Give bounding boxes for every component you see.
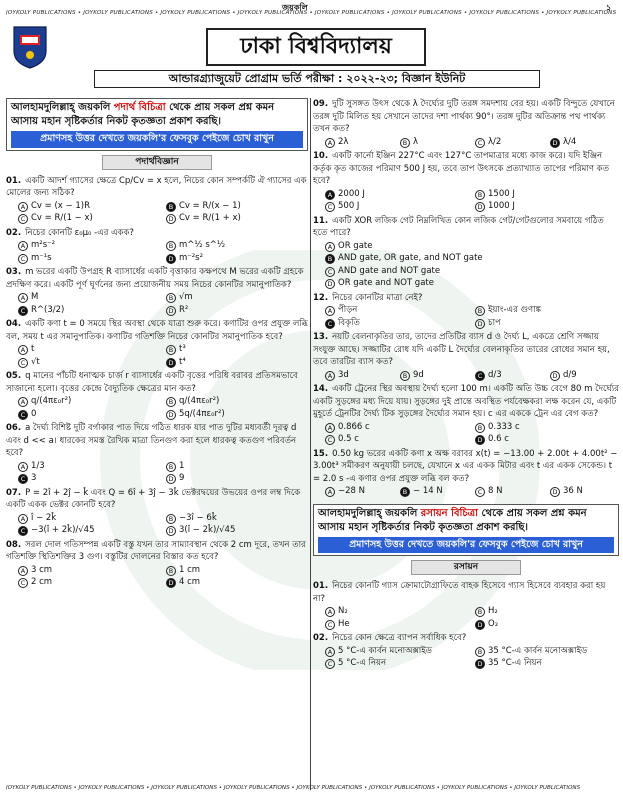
answer-option	[18, 512, 160, 525]
question-item	[6, 370, 308, 420]
answer-option	[475, 317, 619, 330]
promo-subject: পদার্থ বিচিত্রা	[113, 102, 166, 113]
question-item	[313, 98, 619, 148]
answer-option	[550, 485, 619, 498]
option-bubble: C	[18, 578, 28, 588]
option-text: 3(î − 2k̂)/√45	[179, 525, 236, 535]
answer-option	[18, 212, 160, 225]
option-text: 0	[31, 408, 37, 419]
answer-option	[18, 395, 160, 408]
answer-option	[550, 136, 619, 149]
filled-bubble-icon: D	[550, 138, 560, 148]
option-bubble: C	[475, 138, 485, 148]
option-bubble: B	[166, 462, 176, 472]
option-bubble: D	[550, 487, 560, 497]
option-text: d/3	[488, 369, 502, 380]
option-text: q/(4πε₀r²)	[179, 396, 220, 406]
answer-option	[325, 317, 469, 330]
question-text: একটি আদর্শ গ্যাসের ক্ষেত্রে Cp/Cv = x হলে, নিচের কোন সম্পর্কটি ঐ গ্যাসের এক মোলের জন্য সঠিক?	[6, 175, 307, 198]
option-text: 1/3	[31, 460, 45, 471]
answer-options	[6, 460, 308, 485]
question-item	[313, 215, 619, 290]
question-list-right	[313, 98, 619, 498]
question-text: দুটি সুসঙ্গত উৎস থেকে λ দৈর্ঘ্যের দুটি তরঙ্গ সমদশায় বের হয়। একটি বিন্দুতে যেখানে তরঙ্গ দুটি মিলিত হয় সেখানে তাদের দশা পার্থক্য 90°। তরঙ্গ দুটির অতিক্রান্ত পথ পার্থক্য তখন কত?	[313, 99, 615, 134]
filled-bubble-icon: D	[475, 659, 485, 669]
answer-option	[475, 304, 619, 317]
answer-options	[6, 395, 308, 420]
option-text: 3 cm	[31, 564, 53, 575]
answer-option	[166, 356, 308, 369]
answer-option	[475, 485, 544, 498]
answer-option	[166, 460, 308, 473]
option-text: 1000 J	[488, 201, 515, 211]
publisher-strip: JOYKOLY PUBLICATIONS • JOYKOLY PUBLICATIONS • JOYKOLY PUBLICATIONS • JOYKOLY PUBLICATIONS • JOYKOLY PUBLICATIONS • JOYKOLY PUBLICATIONS • JOYKOLY PUBLICATIONS • JOYKOLY PUBLICATIONS	[6, 10, 617, 16]
answer-options	[313, 188, 619, 213]
right-column	[313, 98, 619, 672]
answer-options	[6, 200, 308, 225]
option-text: 4 cm	[179, 577, 201, 587]
promo-cta: প্রমাণসহ উত্তর দেখতে জয়কলি'র ফেসবুক পেইজে চোখ রাখুন	[318, 537, 614, 554]
answer-options	[313, 369, 619, 382]
option-bubble: C	[18, 254, 28, 264]
option-text: √m	[179, 292, 193, 302]
answer-option	[166, 395, 308, 408]
answer-option	[325, 265, 619, 278]
option-text: 0.866 c	[338, 421, 370, 432]
option-bubble: A	[18, 293, 28, 303]
option-bubble: B	[400, 138, 410, 148]
answer-option	[325, 200, 469, 213]
filled-bubble-icon: D	[166, 254, 176, 264]
option-bubble: B	[166, 397, 176, 407]
answer-option	[325, 252, 619, 265]
question-item	[313, 580, 619, 630]
answer-options	[313, 136, 619, 149]
option-text: λ	[413, 136, 419, 147]
question-item	[6, 487, 308, 537]
question-item	[313, 331, 619, 381]
option-bubble: C	[18, 358, 28, 368]
option-bubble: D	[550, 371, 560, 381]
option-bubble: D	[166, 214, 176, 224]
answer-option	[18, 472, 160, 485]
option-bubble: D	[166, 306, 176, 316]
question-list-chemistry	[313, 580, 619, 670]
option-text: O₂	[488, 618, 499, 629]
filled-bubble-icon: A	[325, 190, 335, 200]
question-number: 02.	[6, 227, 22, 238]
answer-option	[325, 277, 619, 290]
answer-option	[18, 460, 160, 473]
answer-option	[18, 408, 160, 421]
option-text: 2000 J	[338, 188, 365, 199]
option-text: 35 °C-এ কার্বন মনোঅক্সাইড	[488, 645, 588, 656]
option-bubble: A	[325, 487, 335, 497]
question-number: 14.	[313, 384, 329, 394]
option-text: m⁻¹s	[31, 252, 52, 263]
option-text: OR gate and NOT gate	[338, 278, 434, 288]
option-text: Cv = (x − 1)R	[31, 200, 90, 211]
filled-bubble-icon: C	[325, 319, 335, 329]
question-number: 04.	[6, 319, 22, 329]
option-text: q/(4πε₀r²)	[31, 396, 72, 406]
question-item	[6, 422, 308, 485]
answer-option	[166, 291, 308, 304]
option-bubble: D	[166, 410, 176, 420]
question-text: একটি কণা t = 0 সময়ে স্থির অবস্থা থেকে যাত্রা শুরু করে। কণাটির ওপর প্রযুক্ত লব্ধি বল, সময় t এর সমানুপাতিক। কণাটির গতিশক্তি নিচের কোনটির সমানুপাতিক হবে?	[6, 319, 308, 342]
option-text: পীড়ন	[338, 305, 358, 315]
promo-text: আলহামদুলিল্লাহ্‌ জয়কলি পদার্থ বিচিত্রা থেকে প্রায় সকল প্রশ্ন কমন আসায় মহান সৃষ্টিকর্তার নিকট কৃতজ্ঞতা প্রকাশ করছি।	[11, 102, 275, 127]
filled-bubble-icon: D	[475, 620, 485, 630]
option-bubble: B	[475, 607, 485, 617]
question-number: 01.	[313, 581, 329, 591]
filled-bubble-icon: C	[18, 306, 28, 316]
answer-options	[6, 512, 308, 537]
option-text: 8 N	[488, 486, 503, 496]
option-text: m^½ s^½	[179, 240, 226, 250]
answer-option	[325, 240, 619, 253]
question-text: নয়টি বেলনাকৃতির তার, তাদের প্রতিটির ব্যাস d ও দৈর্ঘ্য L, একত্রে শ্রেণি সজ্জায় সংযুক্ত আছে। সজ্জাটির রোধ যদি একটি L দৈর্ঘ্যের বেলনাকৃতির তারের রোধের সমান হয়, তবে তারটির ব্যাস কত?	[313, 332, 610, 367]
answer-option	[325, 485, 394, 498]
option-bubble: D	[166, 474, 176, 484]
option-text: Cv = R/(1 − x)	[31, 213, 93, 223]
answer-option	[166, 408, 308, 421]
question-text: a দৈর্ঘ্য বিশিষ্ট দুটি বর্গাকার পাত দিয়ে গঠিত ধারক যার পাত দুটির মধ্যবর্তী দূরত্ব d এবং d << a। ধারকের সমস্ত রৈখিক মাত্রা তিনগুণ করা হলে ধারকত্ব কতগুণ পরিবর্তন হবে?	[6, 423, 297, 458]
option-text: 9	[179, 473, 185, 483]
option-text: −3î − 6k̂	[179, 512, 217, 523]
option-bubble: B	[166, 345, 176, 355]
answer-options	[313, 240, 619, 290]
option-text: AND gate and NOT gate	[338, 265, 441, 276]
option-bubble: D	[325, 279, 335, 289]
answer-option	[325, 645, 469, 658]
option-text: 5 °C-এ কার্বন মনোঅক্সাইড	[338, 645, 432, 656]
option-text: 1	[179, 460, 185, 471]
answer-option	[475, 657, 619, 670]
option-bubble: C	[325, 620, 335, 630]
option-bubble: A	[325, 607, 335, 617]
answer-option	[18, 356, 160, 369]
answer-option	[475, 645, 619, 658]
answer-option	[166, 239, 308, 252]
physics-promo-banner	[6, 98, 308, 151]
exam-subtitle: আন্ডারগ্র্যাজুয়েট প্রোগ্রাম ভর্তি পরীক্ষা : ২০২২-২৩; বিজ্ঞান ইউনিট	[94, 70, 540, 88]
section-title-chemistry: রসায়ন	[411, 560, 521, 575]
option-text: বিকৃতি	[338, 317, 360, 328]
option-text: Cv = R/(x − 1)	[179, 200, 241, 211]
answer-options	[6, 564, 308, 589]
option-text: 2λ	[338, 136, 349, 147]
answer-option	[166, 576, 308, 589]
question-text: m ভরের একটি উপগ্রহ R ব্যাসার্ধের একটি বৃত্তাকার কক্ষপথে M ভরের একটি গ্রহকে প্রদক্ষিণ করে। একটি পূর্ণ ঘূর্ণনের জন্য প্রয়োজনীয় সময় নিচের কোনটির সমানুপাতিক?	[6, 267, 304, 290]
option-bubble: A	[325, 242, 335, 252]
option-bubble: D	[166, 526, 176, 536]
promo-subject: রসায়ন বিচিত্রা	[420, 507, 479, 519]
option-bubble: A	[18, 241, 28, 251]
option-text: d/9	[563, 369, 577, 380]
option-text: H₂	[488, 606, 498, 616]
answer-option	[325, 618, 469, 631]
question-item	[6, 175, 308, 225]
option-text: −28 N	[338, 486, 365, 496]
chemistry-promo-banner	[313, 504, 619, 557]
option-bubble: C	[325, 659, 335, 669]
question-item	[313, 383, 619, 446]
option-text: 9d	[413, 369, 424, 380]
option-bubble: C	[18, 214, 28, 224]
question-item	[313, 448, 619, 498]
answer-option	[166, 304, 308, 317]
question-text: নিচের কোনটি ε₀μ₀ -এর একক?	[25, 227, 134, 238]
option-text: 0.333 c	[488, 421, 520, 432]
promo-text: আলহামদুলিল্লাহ্‌ জয়কলি রসায়ন বিচিত্রা থেকে প্রায় সকল প্রশ্ন কমন আসায় মহান সৃষ্টিকর্তার নিকট কৃতজ্ঞতা প্রকাশ করছি।	[318, 507, 587, 533]
answer-option	[475, 369, 544, 382]
answer-options	[6, 239, 308, 264]
answer-option	[18, 239, 160, 252]
option-text: 5q/(4πε₀r²)	[179, 408, 225, 419]
exam-header	[6, 22, 618, 90]
question-number: 03.	[6, 267, 22, 277]
option-text: He	[338, 618, 350, 629]
option-text: t³	[179, 344, 186, 354]
answer-option	[166, 564, 308, 577]
question-item	[6, 227, 308, 265]
publisher-footer: JOYKOLY PUBLICATIONS • JOYKOLY PUBLICATIONS • JOYKOLY PUBLICATIONS • JOYKOLY PUBLICATIONS • JOYKOLY PUBLICATIONS • JOYKOLY PUBLICATIONS • JOYKOLY PUBLICATIONS • JOYKOLY PUBLICATIONS	[6, 785, 581, 791]
answer-option	[166, 472, 308, 485]
question-number: 08.	[6, 539, 22, 550]
option-text: t	[31, 344, 35, 354]
question-text: সরল দোল গতিসম্পন্ন একটি বস্তু যখন তার সাম্যাবস্থান থেকে 2 cm দূরে, তখন তার গতিশক্তি স্থিতিশক্তির 3 গুণ। বস্তুটির দোলনের বিস্তার কত হবে?	[6, 539, 306, 562]
answer-options	[313, 304, 619, 329]
question-number: 15.	[313, 448, 329, 459]
university-title: ঢাকা বিশ্ববিদ্যালয়	[206, 28, 426, 66]
answer-option	[166, 212, 308, 225]
page-number: ১	[606, 3, 612, 12]
answer-options	[313, 645, 619, 670]
option-bubble: C	[325, 267, 335, 277]
answer-option	[18, 576, 160, 589]
answer-option	[325, 433, 469, 446]
option-text: 0.5 c	[338, 434, 359, 444]
answer-option	[18, 343, 160, 356]
answer-option	[166, 200, 308, 213]
question-text: q মানের পাঁচটি ধনাত্মক চার্জ r ব্যাসার্ধের একটি বৃত্তের পরিধি বরাবর প্রতিসমভাবে সাজানো হলো। বৃত্তের কেন্দ্রে বৈদ্যুতিক ক্ষেত্রের মান কত?	[6, 371, 298, 394]
option-text: −3(î + 2k̂)/√45	[31, 525, 95, 535]
answer-option	[325, 369, 394, 382]
filled-bubble-icon: B	[166, 202, 176, 212]
question-text: নিচের কোন ক্ষেত্রে ব্যাপন সর্বাধিক হবে?	[332, 633, 467, 643]
answer-option	[18, 252, 160, 265]
option-text: 500 J	[338, 201, 360, 211]
question-text: P = 2î + 2ĵ − k̂ এবং Q = 6î + 3ĵ − 3k̂ ভেক্টরদ্বয়ের উভয়ের ওপর লম্ব দিকে একটি একক ভেক্টর কোনটি হবে?	[6, 487, 301, 510]
option-bubble: A	[18, 345, 28, 355]
option-text: AND gate, OR gate, and NOT gate	[338, 253, 483, 263]
option-bubble: B	[400, 371, 410, 381]
answer-option	[475, 618, 619, 631]
option-bubble: A	[18, 202, 28, 212]
question-number: 10.	[313, 151, 329, 161]
question-item	[6, 539, 308, 589]
university-seal-icon	[12, 25, 48, 69]
option-bubble: B	[475, 306, 485, 316]
question-number: 02.	[313, 633, 329, 643]
question-item	[313, 150, 619, 213]
answer-option	[475, 605, 619, 618]
answer-option	[18, 524, 160, 537]
answer-option	[325, 421, 469, 434]
option-text: 1500 J	[488, 188, 515, 199]
option-text: N₂	[338, 606, 348, 616]
option-bubble: A	[18, 462, 28, 472]
question-number: 06.	[6, 423, 22, 433]
filled-bubble-icon: D	[166, 578, 176, 588]
option-text: λ/2	[488, 136, 502, 147]
option-bubble: A	[325, 371, 335, 381]
option-text: ইয়াং-এর গুণাঙ্ক	[488, 305, 541, 315]
option-bubble: A	[325, 423, 335, 433]
answer-options	[313, 421, 619, 446]
filled-bubble-icon: D	[475, 435, 485, 445]
option-text: m⁻²s²	[179, 252, 204, 263]
filled-bubble-icon: C	[475, 371, 485, 381]
answer-option	[475, 200, 619, 213]
option-text: R^(3/2)	[31, 304, 65, 315]
option-bubble: B	[475, 647, 485, 657]
option-text: m²s⁻²	[31, 240, 56, 250]
option-text: চাপ	[488, 317, 501, 328]
question-item	[6, 318, 308, 368]
option-text: 3d	[338, 369, 349, 380]
question-list-left	[6, 175, 308, 589]
question-item	[6, 266, 308, 316]
answer-option	[18, 564, 160, 577]
answer-option	[18, 200, 160, 213]
answer-option	[166, 524, 308, 537]
option-bubble: C	[475, 487, 485, 497]
option-bubble: A	[18, 397, 28, 407]
question-number: 11.	[313, 215, 329, 226]
filled-bubble-icon: B	[325, 254, 335, 264]
top-strip	[0, 0, 623, 22]
answer-option	[166, 512, 308, 525]
option-bubble: A	[325, 647, 335, 657]
question-text: নিচের কোনটি গ্যাস ক্রোমাটোগ্রাফিতে বাহক হিসেবে গ্যাস হিসেবে ব্যবহার করা হয় না?	[313, 581, 606, 604]
answer-option	[18, 304, 160, 317]
option-text: λ/4	[563, 136, 577, 147]
answer-option	[325, 657, 469, 670]
option-text: 3	[31, 473, 37, 483]
answer-options	[313, 485, 619, 498]
running-head: জয়কলি	[282, 3, 308, 12]
option-bubble: D	[475, 319, 485, 329]
answer-option	[400, 369, 469, 382]
question-text: 0.50 kg ভরের একটি কণা x অক্ষ বরাবর x(t) = −13.00 + 2.00t + 4.00t² − 3.00t³ সমীকরণ অনুযায়ী চলছে, যেখানে x এর একক মিটার এবং t এর একক সেকেন্ড। t = 2.0 s -এ কণার ওপর প্রযুক্ত লব্ধি বল কত?	[313, 448, 618, 484]
question-number: 01.	[6, 175, 22, 186]
answer-option	[166, 343, 308, 356]
option-text: √t	[31, 356, 40, 367]
option-bubble: C	[325, 435, 335, 445]
option-text: 35 °C-এ নিয়ন	[488, 658, 542, 668]
option-bubble: A	[18, 566, 28, 576]
section-title-physics: পদার্থবিজ্ঞান	[102, 155, 212, 170]
option-bubble: A	[325, 306, 335, 316]
answer-option	[400, 136, 469, 149]
left-column	[6, 98, 308, 591]
option-text: 36 N	[563, 486, 583, 496]
answer-option	[325, 136, 394, 149]
answer-option	[325, 605, 469, 618]
answer-options	[6, 291, 308, 316]
filled-bubble-icon: D	[166, 358, 176, 368]
answer-option	[475, 433, 619, 446]
filled-bubble-icon: C	[18, 474, 28, 484]
option-text: î − 2k̂	[31, 512, 57, 523]
answer-option	[325, 304, 469, 317]
option-text: 0.6 c	[488, 434, 509, 444]
option-text: t⁴	[179, 356, 186, 367]
question-number: 13.	[313, 332, 329, 342]
option-text: M	[31, 292, 39, 302]
answer-option	[475, 188, 619, 201]
question-number: 12.	[313, 292, 329, 303]
option-bubble: B	[166, 241, 176, 251]
option-bubble: B	[475, 423, 485, 433]
answer-options	[313, 605, 619, 630]
question-text: নিচের কোনটির মাত্রা নেই?	[332, 292, 423, 303]
option-bubble: A	[325, 138, 335, 148]
question-number: 05.	[6, 371, 22, 381]
filled-bubble-icon: B	[400, 487, 410, 497]
column-divider	[310, 98, 311, 790]
option-bubble: B	[166, 566, 176, 576]
answer-option	[550, 369, 619, 382]
answer-option	[475, 136, 544, 149]
option-text: − 14 N	[413, 486, 443, 496]
answer-options	[6, 343, 308, 368]
question-item	[313, 632, 619, 670]
option-text: Cv = R/(1 + x)	[179, 213, 241, 223]
option-text: 2 cm	[31, 577, 53, 587]
question-number: 07.	[6, 487, 22, 498]
option-bubble: B	[166, 293, 176, 303]
answer-option	[475, 421, 619, 434]
question-text: একটি ট্রেনের স্থির অবস্থায় দৈর্ঘ্য হলো 100 m। একটি অতি উচ্চ বেগে 80 m দৈর্ঘ্যের একটি সুড়ঙ্গের মধ্য দিয়ে যায়। সুড়ঙ্গের দুই প্রান্তে অবস্থিত পর্যবেক্ষকরা লক্ষ করেন যে, একটি মুহূর্তে ট্রেনটির দৈর্ঘ্য টিক সুড়ঙ্গের দৈর্ঘ্যের সমান হয়। c এর এককে ট্রেন এর বেগ কত?	[313, 384, 619, 419]
option-text: OR gate	[338, 240, 373, 251]
answer-option	[400, 485, 469, 498]
promo-cta: প্রমাণসহ উত্তর দেখতে জয়কলি'র ফেসবুক পেইজে চোখ রাখুন	[11, 131, 303, 148]
question-number: 09.	[313, 99, 329, 109]
question-text: একটি XOR লজিক গেট নিম্নলিখিত কোন লজিক গেট/গেটগুলোর সমবায়ে গঠিত হতে পারে?	[313, 215, 604, 238]
answer-option	[166, 252, 308, 265]
option-bubble: D	[475, 202, 485, 212]
question-text: একটি কার্নো ইঞ্জিন 227°C এবং 127°C তাপমাত্রার মধ্যে কাজ করে। যদি ইঞ্জিন কর্তৃক কৃত কাজের পরিমাণ 500 J হয়, তবে তাপ উৎসকে প্রত্যাখ্যাত তাপের পরিমাণ কত হবে?	[313, 151, 609, 186]
question-item	[313, 292, 619, 330]
answer-option	[325, 188, 469, 201]
option-text: 1 cm	[179, 564, 201, 575]
answer-option	[18, 291, 160, 304]
option-bubble: B	[475, 190, 485, 200]
option-text: 5 °C-এ নিয়ন	[338, 658, 387, 668]
filled-bubble-icon: C	[18, 410, 28, 420]
option-bubble: C	[325, 202, 335, 212]
filled-bubble-icon: C	[18, 526, 28, 536]
option-text: R²	[179, 304, 189, 315]
option-bubble: A	[18, 514, 28, 524]
option-bubble: B	[166, 514, 176, 524]
